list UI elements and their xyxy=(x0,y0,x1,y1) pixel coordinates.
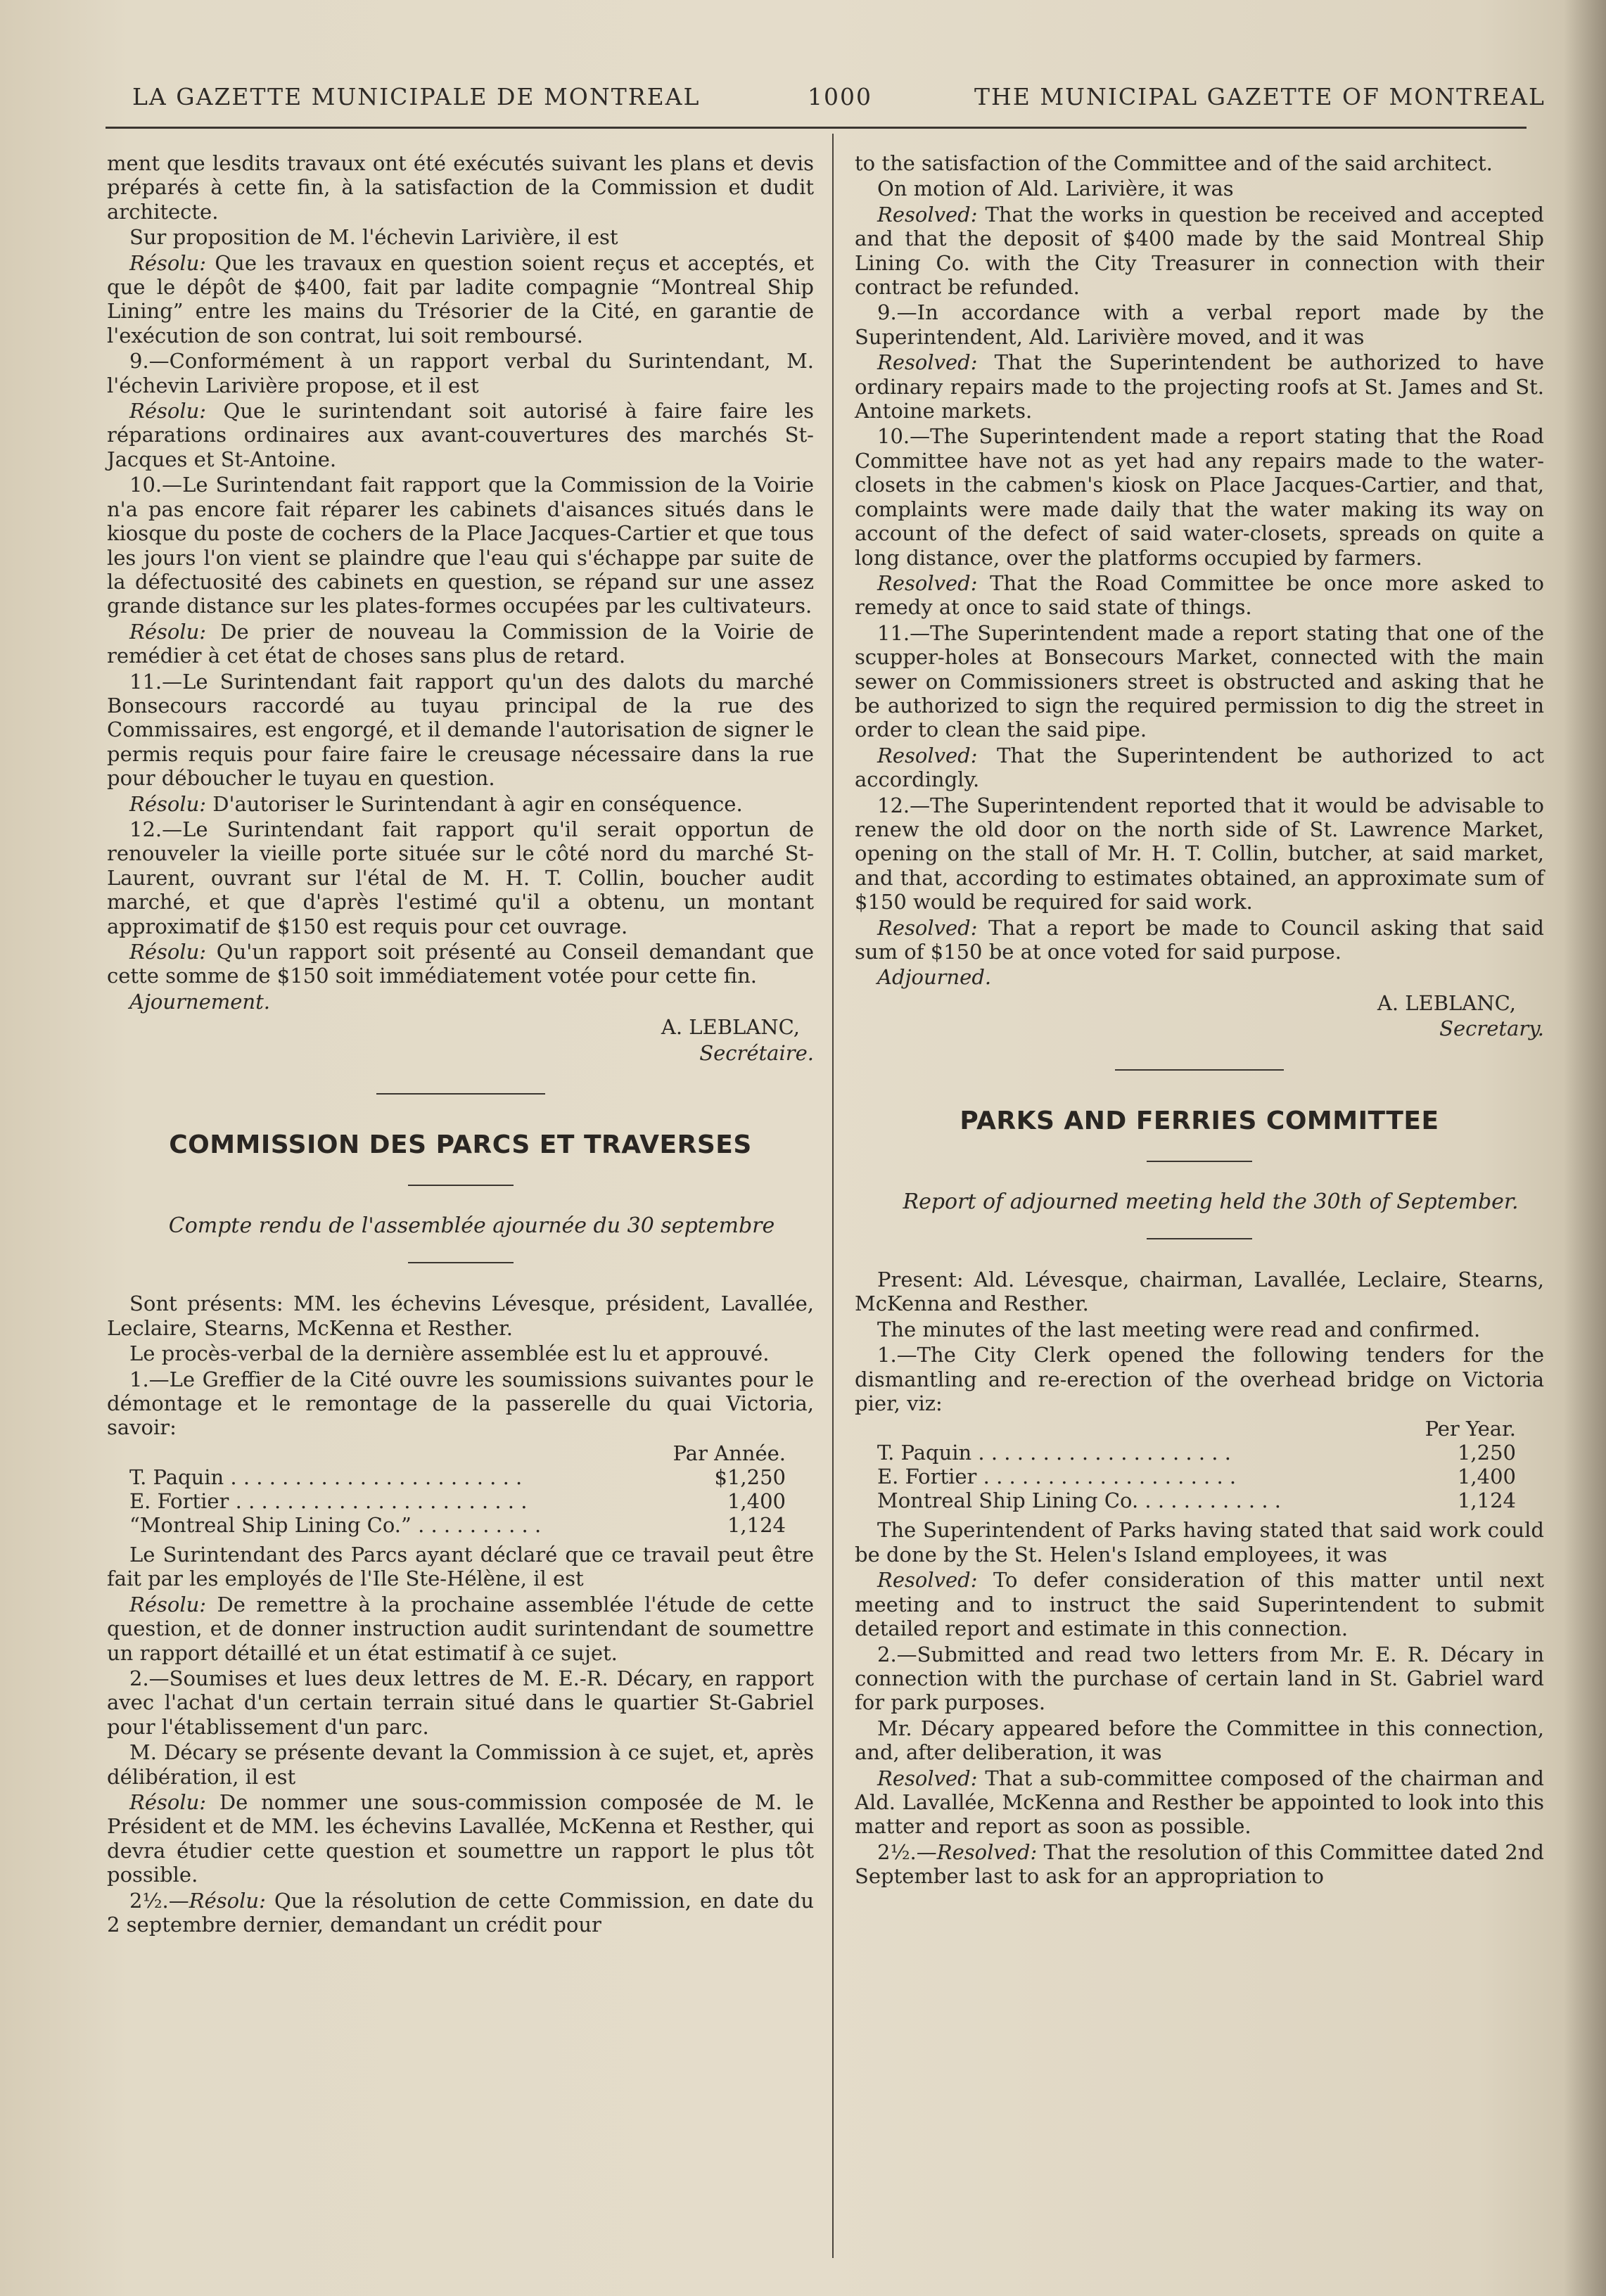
subtitle-divider xyxy=(408,1262,514,1263)
table-row xyxy=(107,1489,814,1513)
resolution-text: De remettre à la prochaine assemblée l'étude de cette question, et de donner instruction audit surintendant de soumettre un rapport détaillé et un état estimatif à ce sujet. xyxy=(107,1592,814,1665)
tender-amount: 1,400 xyxy=(727,1488,786,1513)
resolution-label: Résolu: xyxy=(129,399,207,423)
resolution xyxy=(107,940,814,988)
resolution-text: Que le surintendant soit autorisé à faire faire les réparations ordinaires aux avant-couvertures des marchés St-Jacques et St-Antoine. xyxy=(107,399,814,471)
paragraph: 10.—The Superintendent made a report stating that the Road Committee have not as yet had any repairs made to the water-closets in the cabmen's kiosk on Place Jacques-Cartier, and that, complaints were made daily that the water making its way on account of the defect of said water-closets, spreads on quite a long distance, over the platforms occupied by farmers. xyxy=(855,424,1544,570)
section-subtitle: Compte rendu de l'assemblée ajournée du 30 septembre xyxy=(168,1213,775,1239)
paragraph: 12.—Le Surintendant fait rapport qu'il serait opportun de renouveler la vieille porte située sur le côté nord du marché St-Laurent, ouvrant sur l'étal de M. H. T. Collin, boucher audit marché, et que d'après l'estimé qu'il a obtenu, un montant approximatif de $150 est requis pour cet ouvrage. xyxy=(107,817,814,938)
resolution-label: Résolu: xyxy=(129,791,207,816)
paragraph: 11.—Le Surintendant fait rapport qu'un des dalots du marché Bonsecours raccordé au tuyau principal de la rue des Commissaires, est engorgé, et il demande l'autorisation de signer le permis requis pour faire faire le creusage nécessaire dans la rue pour déboucher le tuyau en question. xyxy=(107,669,814,791)
resolution-text: Que les travaux en question soient reçus et acceptés, et que le dépôt de $400, fait par ladite compagnie “Montreal Ship Lining” entre les mains du Trésorier de la Cité, en garantie de l'exécution de son contrat, lui soit remboursé. xyxy=(107,250,814,347)
resolution xyxy=(855,1568,1544,1640)
tender-header: Par Année. xyxy=(673,1441,786,1465)
tender-name: E. Fortier . . . . . . . . . . . . . . . . . . . . xyxy=(877,1465,1237,1489)
paragraph: On motion of Ald. Larivière, it was xyxy=(877,177,1234,201)
paragraph: 2.—Submitted and read two letters from Mr. E. R. Décary in connection with the purchase of certain land in St. Gabriel ward for park purposes. xyxy=(855,1642,1544,1715)
section-divider xyxy=(376,1093,545,1095)
resolution-label: Resolved: xyxy=(877,202,978,227)
tender-name: “Montreal Ship Lining Co.” . . . . . . . . . . xyxy=(129,1512,542,1537)
resolution-text: That the Superintendent be authorized to have ordinary repairs made to the projecting roofs at St. James and St. Antoine markets. xyxy=(855,350,1544,423)
page-edge-shadow xyxy=(1564,0,1606,2296)
english-column xyxy=(855,151,1544,1890)
tender-amount: 1,400 xyxy=(1457,1465,1516,1489)
item-number: 2½.— xyxy=(877,1839,937,1864)
resolution xyxy=(855,571,1544,620)
resolution-label: Résolu: xyxy=(129,1592,207,1616)
tender-name: Montreal Ship Lining Co. . . . . . . . . . . . xyxy=(877,1488,1281,1513)
resolution xyxy=(107,1593,814,1665)
french-column xyxy=(107,151,814,1938)
paragraph: 1.—Le Greffier de la Cité ouvre les soumissions suivantes pour le démontage et le remontage de la passerelle du quai Victoria, savoir: xyxy=(107,1367,814,1440)
page-number: 1000 xyxy=(808,83,872,110)
heading-divider xyxy=(408,1185,514,1186)
tender-name: E. Fortier . . . . . . . . . . . . . . . . . . . . . . . xyxy=(129,1488,528,1513)
section-heading: COMMISSION DES PARCS ET TRAVERSES xyxy=(169,1130,752,1160)
resolution xyxy=(855,1840,1544,1889)
paragraph: Sont présents: MM. les échevins Lévesque, président, Lavallée, Leclaire, Stearns, McKenna et Resther. xyxy=(107,1292,814,1340)
resolution xyxy=(855,1766,1544,1839)
resolution-label: Résolu: xyxy=(129,1790,207,1814)
resolution-label: Resolved: xyxy=(877,1568,978,1593)
resolution-label: Resolved: xyxy=(877,350,978,375)
subtitle-divider xyxy=(1147,1238,1252,1239)
section-heading: PARKS AND FERRIES COMMITTEE xyxy=(960,1106,1439,1135)
tender-table xyxy=(855,1417,1544,1512)
column-divider xyxy=(832,134,834,2258)
paragraph: 12.—The Superintendent reported that it would be advisable to renew the old door on the north side of St. Lawrence Market, opening on the stall of Mr. H. T. Collin, butcher, at said market, and that, according to estimates obtained, an approximate sum of $150 would be required for said work. xyxy=(855,793,1544,914)
resolution-text: That the works in question be received and accepted and that the deposit of $400 made by the said Montreal Ship Lining Co. with the City Treasurer in connection with their contract be refunded. xyxy=(855,202,1544,300)
paragraph: 2.—Soumises et lues deux lettres de M. E.-R. Décary, en rapport avec l'achat d'un certain terrain situé dans le quartier St-Gabriel pour l'établissement d'un parc. xyxy=(107,1666,814,1739)
adjournment: Adjourned. xyxy=(877,965,992,990)
resolution xyxy=(855,350,1544,423)
paragraph: Present: Ald. Lévesque, chairman, Lavallée, Leclaire, Stearns, McKenna and Resther. xyxy=(855,1268,1544,1316)
resolution xyxy=(107,1889,814,1937)
tender-table xyxy=(107,1441,814,1537)
paragraph: 11.—The Superintendent made a report stating that one of the scupper-holes at Bonsecours Market, connected with the main sewer on Commissioners street is obstructed and asking that he be authorized to sign the required permission to dig the street in order to clean the said pipe. xyxy=(855,620,1544,742)
paragraph: to the satisfaction of the Committee and of the said architect. xyxy=(855,151,1493,175)
resolution xyxy=(107,251,814,348)
signer-name: A. LEBLANC, xyxy=(1377,990,1516,1015)
paragraph: The minutes of the last meeting were read and confirmed. xyxy=(877,1317,1481,1341)
paragraph: The Superintendent of Parks having stated that said work could be done by the St. Helen's Island employees, it was xyxy=(855,1518,1544,1567)
paragraph: 1.—The City Clerk opened the following tenders for the dismantling and re-erection of the overhead bridge on Victoria pier, viz: xyxy=(855,1343,1544,1416)
tender-name: T. Paquin . . . . . . . . . . . . . . . . . . . . . . . xyxy=(129,1465,523,1489)
resolution-text: D'autoriser le Surintendant à agir en conséquence. xyxy=(206,791,743,816)
tender-amount: 1,124 xyxy=(727,1512,786,1537)
resolution-text: That a sub-committee composed of the chairman and Ald. Lavallée, McKenna and Resther be appointed to look into this matter and report as soon as possible. xyxy=(855,1766,1544,1839)
resolution-text: To defer consideration of this matter until next meeting and to instruct the said Superintendent to submit detailed report and estimate in this connection. xyxy=(855,1568,1544,1641)
header-right-title: THE MUNICIPAL GAZETTE OF MONTREAL xyxy=(974,83,1546,110)
resolution-label: Résolu: xyxy=(189,1888,266,1913)
table-row xyxy=(855,1441,1544,1465)
paragraph: ment que lesdits travaux ont été exécutés suivant les plans et devis préparés à cette fin, à la satisfaction de la Commission et dudit architecte. xyxy=(107,151,814,224)
resolution-label: Resolved: xyxy=(877,915,978,940)
adjournment: Ajournement. xyxy=(129,989,270,1014)
tender-amount: 1,250 xyxy=(1457,1441,1516,1465)
signer-title: Secretary. xyxy=(1439,1016,1544,1041)
paragraph: Sur proposition de M. l'échevin Larivière, il est xyxy=(129,225,618,250)
paragraph: Le Surintendant des Parcs ayant déclaré que ce travail peut être fait par les employés de l'Ile Ste-Hélène, il est xyxy=(107,1542,814,1591)
item-number: 2½.— xyxy=(129,1888,189,1913)
resolution-label: Resolved: xyxy=(877,1766,978,1790)
resolution-text: Qu'un rapport soit présenté au Conseil demandant que cette somme de $150 soit immédiatement votée pour cette fin. xyxy=(107,940,814,988)
paragraph: Mr. Décary appeared before the Committee in this connection, and, after deliberation, it was xyxy=(855,1716,1544,1765)
resolution xyxy=(855,916,1544,964)
resolution-label: Résolu: xyxy=(129,250,207,275)
resolution-text: De prier de nouveau la Commission de la Voirie de remédier à cet état de choses sans plus de retard. xyxy=(107,619,814,668)
resolution-text: That the Road Committee be once more asked to remedy at once to said state of things. xyxy=(855,570,1544,620)
section-divider xyxy=(1115,1069,1284,1071)
table-row xyxy=(107,1513,814,1537)
tender-amount: $1,250 xyxy=(714,1465,786,1489)
resolution-text: That the Superintendent be authorized to act accordingly. xyxy=(855,743,1544,792)
header-left-title: LA GAZETTE MUNICIPALE DE MONTREAL xyxy=(132,83,701,110)
resolution-label: Resolved: xyxy=(877,743,978,767)
tender-name: T. Paquin . . . . . . . . . . . . . . . . . . . . xyxy=(877,1441,1231,1465)
resolution xyxy=(107,399,814,471)
table-row xyxy=(107,1465,814,1489)
resolution-label: Resolved: xyxy=(877,570,978,595)
resolution-label: Résolu: xyxy=(129,940,207,964)
table-row xyxy=(855,1465,1544,1488)
tender-header: Per Year. xyxy=(1425,1417,1516,1441)
paragraph: 9.—In accordance with a verbal report made by the Superintendent, Ald. Larivière moved, and it was xyxy=(855,300,1544,349)
resolution-text: Que la résolution de cette Commission, en date du 2 septembre dernier, demandant un crédit pour xyxy=(107,1888,814,1937)
resolution xyxy=(107,792,814,816)
paragraph: M. Décary se présente devant la Commission à ce sujet, et, après délibération, il est xyxy=(107,1740,814,1789)
resolution-label: Resolved: xyxy=(936,1839,1038,1864)
paragraph: 10.—Le Surintendant fait rapport que la Commission de la Voirie n'a pas encore fait réparer les cabinets d'aisances situés dans le kiosque du poste de cochers de la Place Jacques-Cartier et que tous les jours l'on vient se plaindre que l'eau qui s'échappe par suite de la défectuosité des cabinets en question, se répand sur une assez grande distance sur les plates-formes occupées par les cultivateurs. xyxy=(107,473,814,618)
resolution xyxy=(107,1790,814,1887)
header-rule xyxy=(106,127,1527,129)
signer-name: A. LEBLANC, xyxy=(661,1015,800,1040)
table-row xyxy=(855,1488,1544,1512)
resolution xyxy=(855,203,1544,300)
resolution xyxy=(855,744,1544,792)
resolution-text: That a report be made to Council asking that said sum of $150 be at once voted for said purpose. xyxy=(855,915,1544,964)
paragraph: 9.—Conformément à un rapport verbal du Surintendant, M. l'échevin Larivière propose, et il est xyxy=(107,349,814,397)
resolution-text: That the resolution of this Committee dated 2nd September last to ask for an appropriation to xyxy=(855,1839,1544,1889)
paragraph: Le procès-verbal de la dernière assemblée est lu et approuvé. xyxy=(129,1341,770,1366)
resolution-label: Résolu: xyxy=(129,619,207,644)
resolution-text: De nommer une sous-commission composée de M. le Président et de MM. les échevins Lavallée, McKenna et Resther, qui devra étudier cette question et soumettre un rapport le plus tôt possible. xyxy=(107,1790,814,1887)
section-subtitle: Report of adjourned meeting held the 30th of September. xyxy=(903,1189,1519,1214)
resolution xyxy=(107,620,814,668)
signer-title: Secrétaire. xyxy=(699,1040,814,1065)
heading-divider xyxy=(1147,1161,1252,1162)
tender-amount: 1,124 xyxy=(1457,1488,1516,1513)
